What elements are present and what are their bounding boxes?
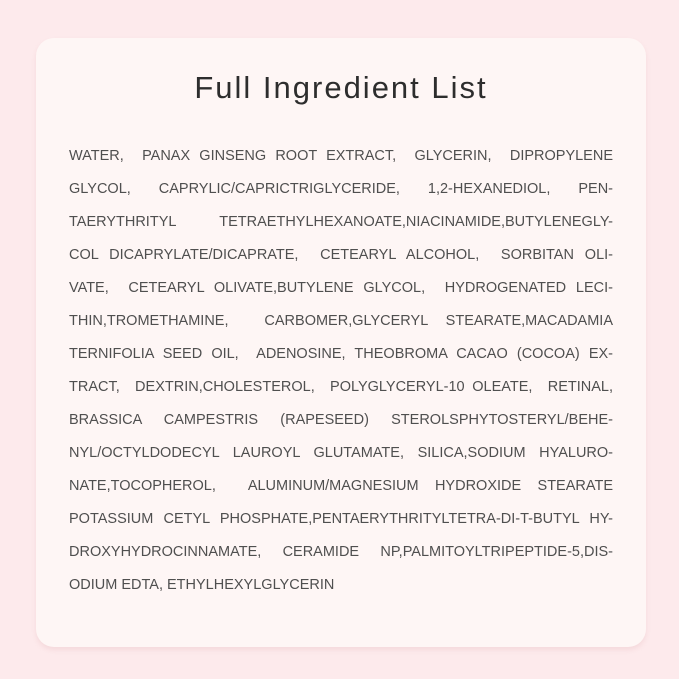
ingredient-line: COL DICAPRYLATE/DICAPRATE, CETEARYL ALCOHOL, SORBITAN OLI- [69, 246, 613, 263]
ingredient-line: DROXYHYDROCINNAMATE, CERAMIDE NP,PALMITOYLTRIPEPTIDE-5,DIS- [69, 543, 613, 560]
ingredient-line: NYL/OCTYLDODECYL LAUROYL GLUTAMATE, SILICA,SODIUM HYALURO- [69, 444, 613, 461]
ingredient-line: TRACT, DEXTRIN,CHOLESTEROL, POLYGLYCERYL-10 OLEATE, RETINAL, [69, 378, 613, 395]
ingredient-line: ODIUM EDTA, ETHYLHEXYLGLYCERIN [69, 576, 335, 593]
ingredient-line: NATE,TOCOPHEROL, ALUMINUM/MAGNESIUM HYDROXIDE STEARATE [69, 477, 613, 494]
ingredient-line: WATER, PANAX GINSENG ROOT EXTRACT, GLYCERIN, DIPROPYLENE [69, 147, 613, 164]
ingredient-line: POTASSIUM CETYL PHOSPHATE,PENTAERYTHRITYLTETRA-DI-T-BUTYL HY- [69, 510, 613, 527]
ingredient-line: TERNIFOLIA SEED OIL, ADENOSINE, THEOBROMA CACAO (COCOA) EX- [69, 345, 613, 362]
ingredient-line: VATE, CETEARYL OLIVATE,BUTYLENE GLYCOL, HYDROGENATED LECI- [69, 279, 613, 296]
ingredient-list [69, 140, 613, 602]
ingredient-line: GLYCOL, CAPRYLIC/CAPRICTRIGLYCERIDE, 1,2-HEXANEDIOL, PEN- [69, 180, 613, 197]
ingredient-line: BRASSICA CAMPESTRIS (RAPESEED) STEROLSPHYTOSTERYL/BEHE- [69, 411, 613, 428]
page-title: Full Ingredient List [194, 70, 488, 105]
ingredient-line: TAERYTHRITYL TETRAETHYLHEXANOATE,NIACINAMIDE,BUTYLENEGLY- [69, 213, 613, 230]
ingredient-line: THIN,TROMETHAMINE, CARBOMER,GLYCERYL STEARATE,MACADAMIA [69, 312, 613, 329]
ingredient-card [36, 38, 646, 647]
